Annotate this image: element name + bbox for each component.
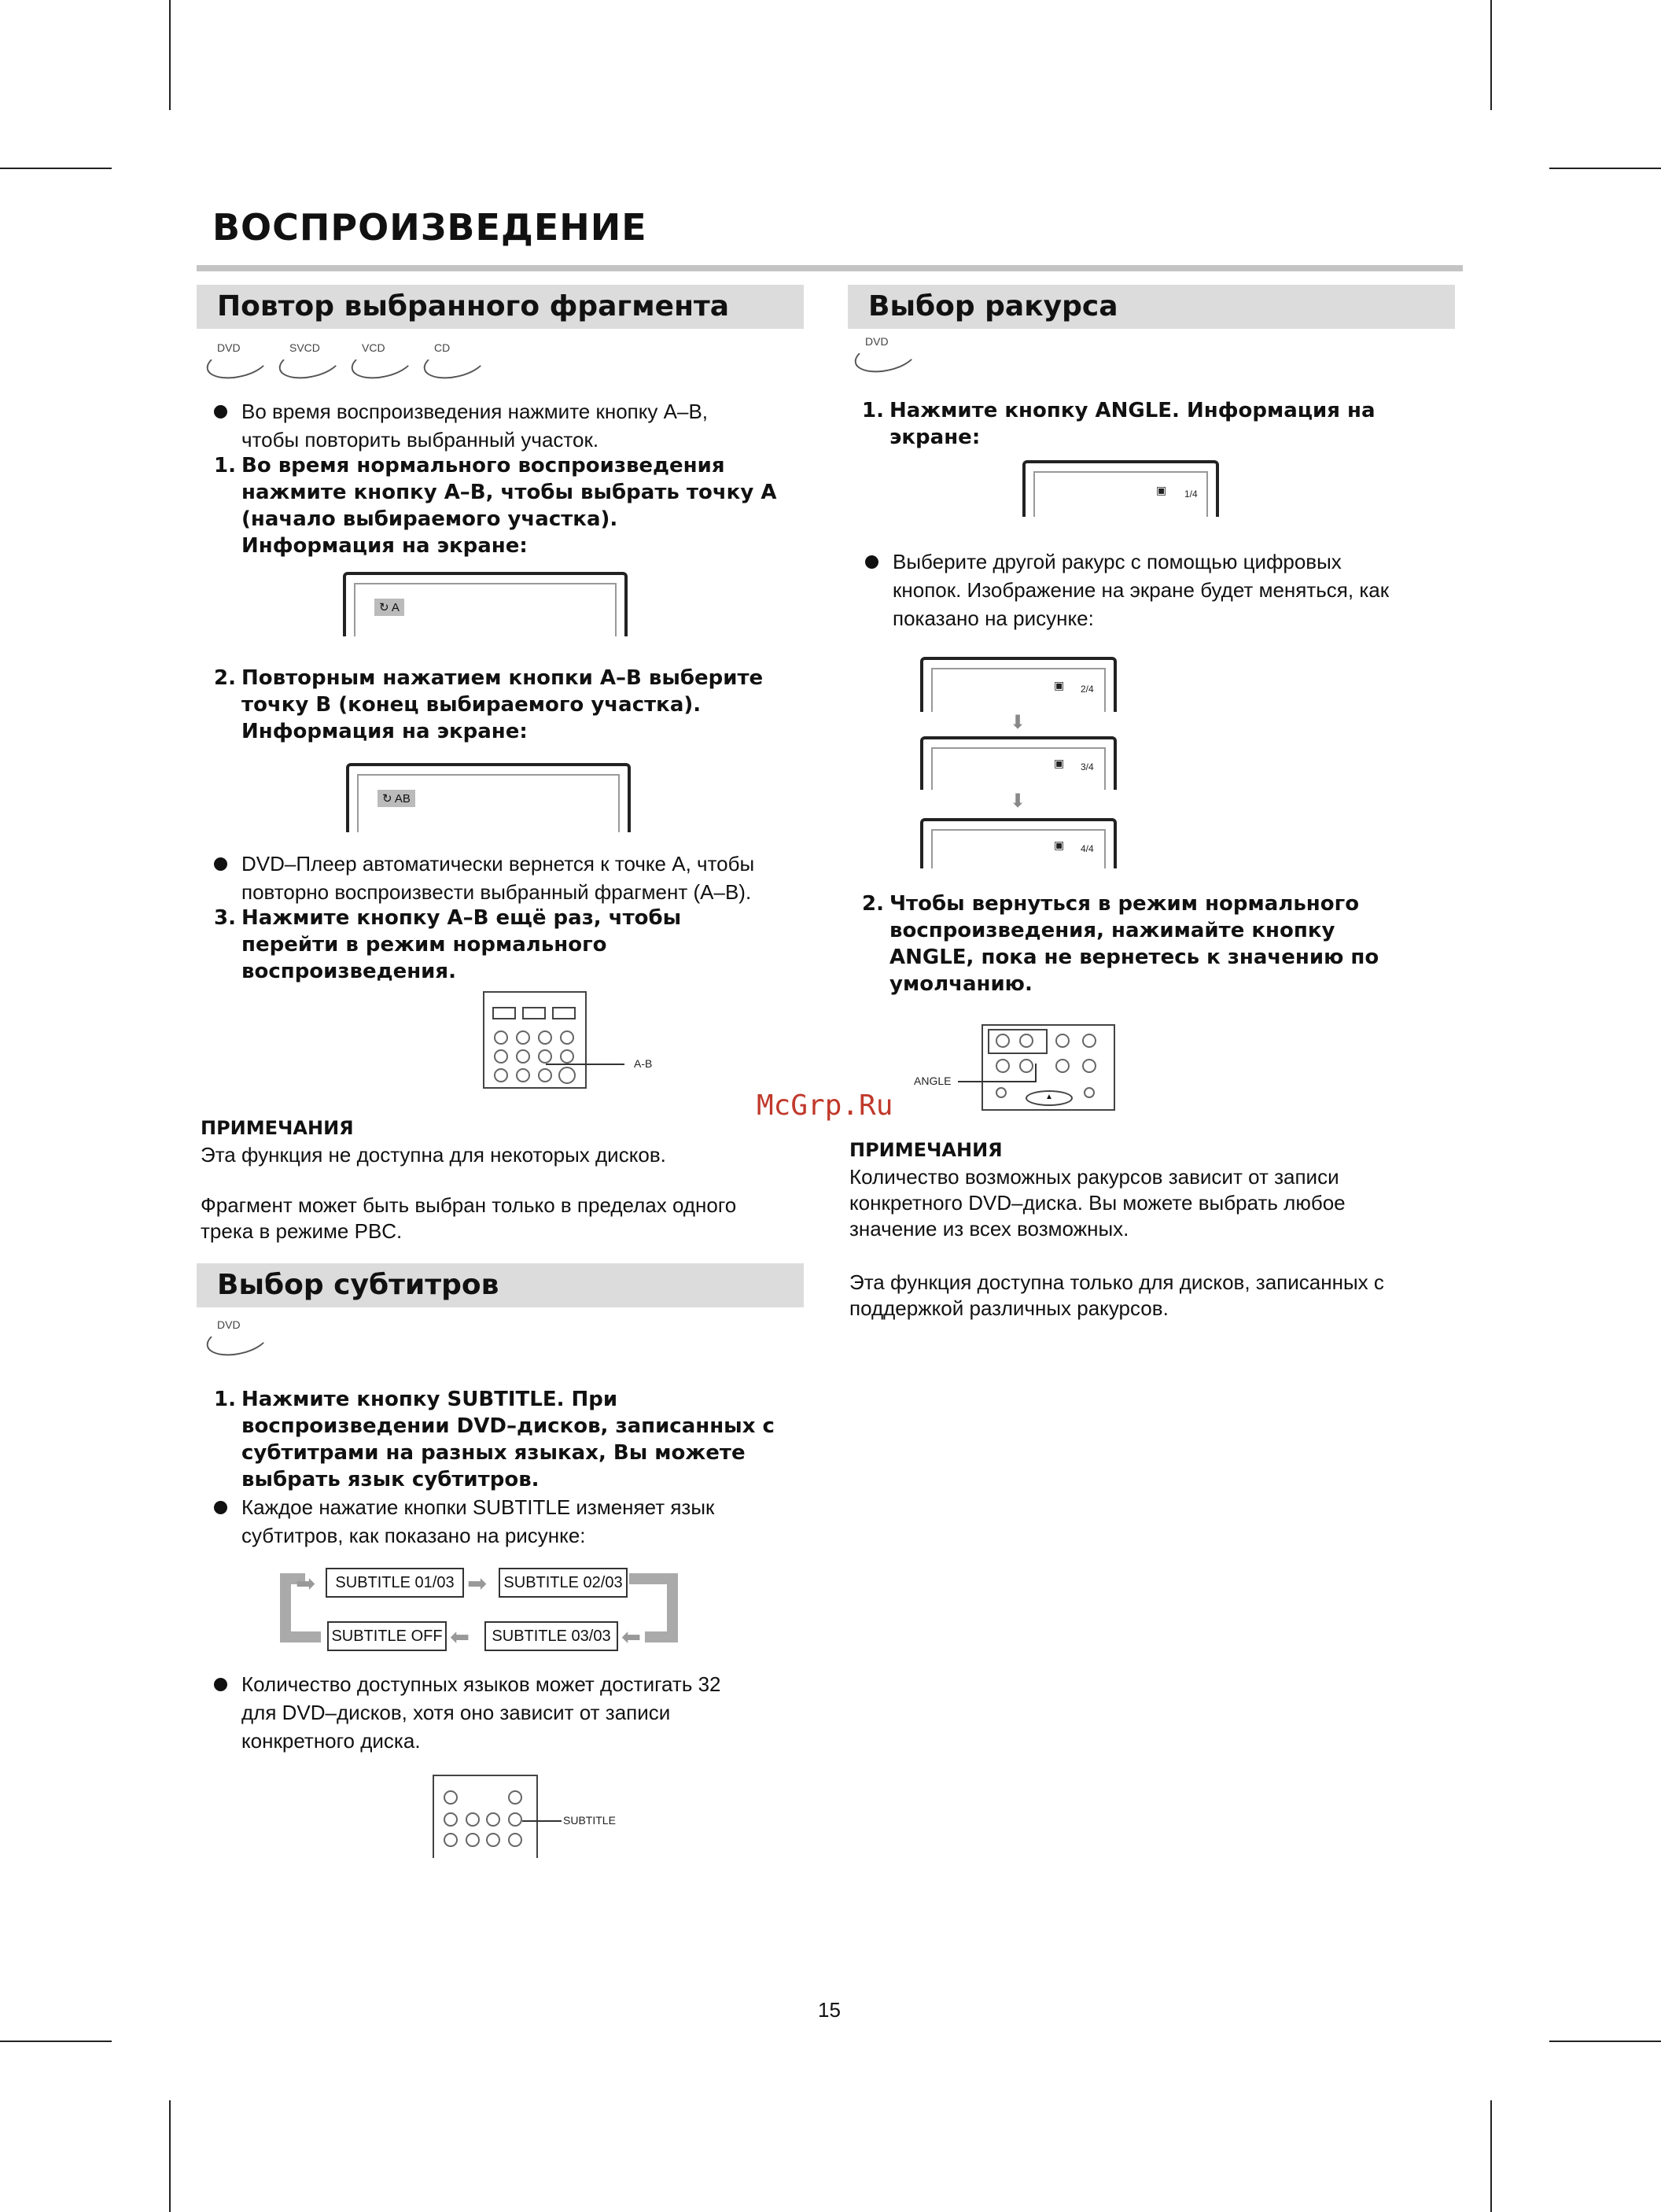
- remote-button: [466, 1833, 480, 1847]
- bullet-dot: [214, 1678, 227, 1691]
- subtitle-button: [508, 1812, 522, 1827]
- crop-mark: [1549, 2041, 1661, 2042]
- tv-screen-angle-2: [920, 657, 1117, 712]
- title-rule: [197, 265, 1463, 271]
- remote-button: [560, 1030, 574, 1045]
- angle-osd: 1/4: [1184, 488, 1198, 500]
- notes-heading-repeat: ПРИМЕЧАНИЯ: [201, 1117, 354, 1139]
- remote-button: [1082, 1059, 1096, 1073]
- remote-button: [1055, 1059, 1070, 1073]
- subtitle-state-box: SUBTITLE 02/03: [499, 1568, 628, 1598]
- remote-label-angle: ANGLE: [914, 1075, 952, 1087]
- remote-button: [508, 1833, 522, 1847]
- angle-icon: ▣: [1054, 679, 1065, 691]
- note-angle-2: Эта функция доступна только для дисков, записанных с поддержкой различных ракурсов.: [849, 1270, 1384, 1320]
- remote-button: [560, 1049, 574, 1064]
- disc-badge-dvd: DVD: [854, 335, 917, 370]
- arrow-right-icon: ➡: [467, 1571, 488, 1597]
- crop-mark: [1549, 168, 1661, 169]
- osd-repeat-indicator: ↻ A: [374, 599, 404, 616]
- remote-button: [538, 1068, 552, 1082]
- callout-line: [1035, 1064, 1037, 1082]
- bullet-subtitle-count: Количество доступных языков может достигать 32 для DVD–дисков, хотя оно зависит от записи конкретного диска.: [214, 1670, 812, 1755]
- remote-button: [466, 1812, 480, 1827]
- remote-subtitle-illustration: [433, 1775, 538, 1858]
- remote-button: [538, 1030, 552, 1045]
- step-repeat-3: 3. Нажмите кнопку А–В ещё раз, чтобы перейти в режим нормального воспроизведения.: [214, 906, 682, 983]
- remote-angle-illustration: [982, 1024, 1115, 1111]
- section-heading-subtitle: Выбор субтитров: [197, 1263, 804, 1307]
- remote-button: [1055, 1034, 1070, 1048]
- section-heading-repeat: Повтор выбранного фрагмента: [197, 285, 804, 329]
- remote-label-ab: A-B: [634, 1057, 653, 1070]
- remote-button: [516, 1068, 530, 1082]
- bullet-dot: [214, 857, 227, 871]
- cycle-frame-right-top: [629, 1573, 678, 1584]
- crop-mark: [1490, 2100, 1492, 2212]
- angle-osd: 3/4: [1081, 761, 1094, 772]
- tv-screen-point-a: [343, 572, 628, 636]
- crop-mark: [0, 2041, 112, 2042]
- bullet-repeat-intro: Во время воспроизведения нажмите кнопку А–В, чтобы повторить выбранный участок.: [214, 397, 812, 454]
- tv-screen-point-ab: [346, 763, 631, 832]
- tv-screen-angle-3: [920, 736, 1117, 790]
- bullet-subtitle-change: Каждое нажатие кнопки SUBTITLE изменяет язык субтитров, как показано на рисунке:: [214, 1493, 812, 1550]
- ab-button: [538, 1049, 552, 1064]
- remote-button: [1019, 1034, 1033, 1048]
- play-key: [492, 1007, 516, 1019]
- step-repeat-1: 1. Во время нормального воспроизведения нажмите кнопку А–В, чтобы выбрать точку А (начало выбираемого участка). Информация на экране:: [214, 454, 777, 558]
- watermark: McGrp.Ru: [757, 1089, 893, 1122]
- nav-up-button: ▲: [1026, 1090, 1073, 1106]
- note-repeat-1: Эта функция не доступна для некоторых дисков.: [201, 1143, 666, 1167]
- remote-ab-illustration: [483, 991, 587, 1089]
- remote-button: [516, 1049, 530, 1064]
- pause-key: [552, 1007, 576, 1019]
- remote-button: [444, 1812, 458, 1827]
- remote-button: [996, 1087, 1007, 1098]
- remote-button: [1084, 1087, 1095, 1098]
- step-angle-1: 1. Нажмите кнопку ANGLE. Информация на экране:: [862, 399, 1376, 449]
- callout-line: [546, 1064, 624, 1065]
- subtitle-state-box: SUBTITLE OFF: [327, 1621, 447, 1651]
- crop-mark: [0, 168, 112, 169]
- remote-button: [516, 1030, 530, 1045]
- osd-repeat-indicator: ↻ AB: [378, 790, 415, 807]
- cycle-frame-left-bottom: [280, 1631, 321, 1642]
- remote-button: [486, 1833, 500, 1847]
- remote-button: [996, 1059, 1010, 1073]
- power-button: [444, 1790, 458, 1805]
- angle-osd: 4/4: [1081, 843, 1094, 854]
- bullet-angle-select: Выберите другой ракурс с помощью цифровых кнопок. Изображение на экране будет меняться, как показано на рисунке:: [865, 547, 1463, 632]
- page-number: 15: [818, 1998, 841, 2022]
- remote-label-subtitle: SUBTITLE: [563, 1814, 616, 1827]
- tv-screen-angle-1: [1022, 460, 1219, 517]
- crop-mark: [169, 0, 171, 110]
- remote-button: [558, 1067, 576, 1084]
- bullet-dot: [865, 555, 878, 569]
- remote-button: [494, 1068, 508, 1082]
- callout-line: [958, 1081, 1037, 1082]
- angle-icon: ▣: [1054, 839, 1065, 851]
- step-subtitle-1: 1. Нажмите кнопку SUBTITLE. При воспроизведении DVD–дисков, записанных с субтитрами на разных языках, Вы можете выбрать язык субтитров.: [214, 1388, 775, 1491]
- arrow-right-icon: ➡: [296, 1571, 316, 1597]
- stop-key: [522, 1007, 546, 1019]
- angle-osd: 2/4: [1081, 684, 1094, 695]
- bullet-dot: [214, 405, 227, 418]
- crop-mark: [1490, 0, 1492, 110]
- crop-mark: [169, 2100, 171, 2212]
- angle-icon: ▣: [1054, 757, 1065, 769]
- arrow-left-icon: ⬅: [621, 1624, 642, 1650]
- bullet-repeat-auto-return: DVD–Плеер автоматически вернется к точке А, чтобы повторно воспроизвести выбранный фрагмент (А–В).: [214, 850, 835, 906]
- notes-heading-angle: ПРИМЕЧАНИЯ: [849, 1139, 1003, 1161]
- disc-badge-dvd: DVD: [206, 1318, 269, 1353]
- tv-screen-angle-4: [920, 818, 1117, 868]
- angle-button: [1019, 1059, 1033, 1073]
- section-heading-angle: Выбор ракурса: [848, 285, 1455, 329]
- step-repeat-2: 2. Повторным нажатием кнопки А–В выберите точку В (конец выбираемого участка). Информация на экране:: [214, 666, 764, 743]
- angle-icon: ▣: [1156, 484, 1167, 496]
- note-repeat-2: Фрагмент может быть выбран только в пределах одного трека в режиме PBC.: [201, 1193, 737, 1243]
- arrow-down-icon: ⬇: [1010, 791, 1026, 812]
- arrow-left-icon: ⬅: [450, 1624, 470, 1650]
- remote-button: [508, 1790, 522, 1805]
- cycle-frame-right-bottom: [645, 1631, 678, 1642]
- page-title: ВОСПРОИЗВЕДЕНИЕ: [212, 206, 647, 249]
- step-angle-2: 2. Чтобы вернуться в режим нормального воспроизведения, нажимайте кнопку ANGLE, пока не вернетесь к значению по умолчанию.: [862, 892, 1379, 996]
- subtitle-state-box: SUBTITLE 03/03: [484, 1621, 618, 1651]
- remote-button: [494, 1049, 508, 1064]
- remote-button: [494, 1030, 508, 1045]
- subtitle-state-box: SUBTITLE 01/03: [326, 1568, 464, 1598]
- disc-badge-cd: CD: [423, 341, 486, 376]
- arrow-down-icon: ⬇: [1010, 712, 1026, 733]
- remote-button: [444, 1833, 458, 1847]
- disc-badge-svcd: SVCD: [278, 341, 341, 376]
- note-angle-1: Количество возможных ракурсов зависит от записи конкретного DVD–диска. Вы можете выбрать любое значение из всех возможных.: [849, 1165, 1346, 1241]
- remote-button: [486, 1812, 500, 1827]
- bullet-dot: [214, 1501, 227, 1514]
- remote-button: [1082, 1034, 1096, 1048]
- callout-line: [522, 1820, 562, 1822]
- remote-button: [996, 1034, 1010, 1048]
- disc-badge-vcd: VCD: [351, 341, 414, 376]
- disc-badge-dvd: DVD: [206, 341, 269, 376]
